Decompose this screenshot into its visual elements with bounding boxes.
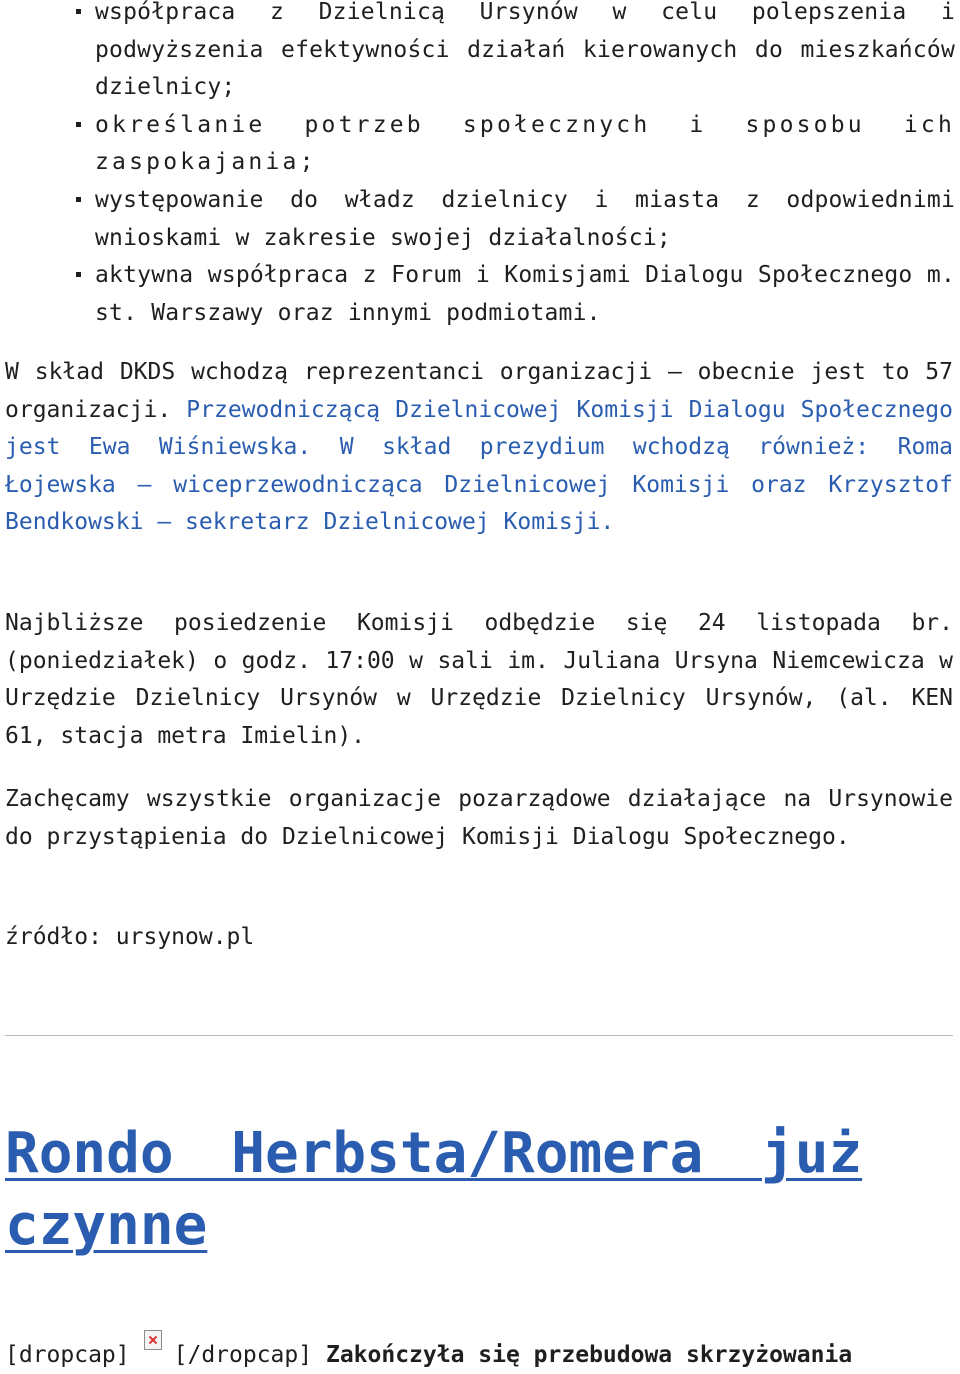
list-item-text: określanie potrzeb społecznych i sposobu ich zaspokajania; — [95, 111, 955, 176]
list-item-text: współpraca z Dzielnicą Ursynów w celu polepszenia i podwyższenia efektywności działań kierowanych do mieszkańców dzielnicy; — [95, 0, 955, 101]
composition-text-a: W skład DKDS wchodzą reprezentanci organizacji – obecnie jest to 57 organizacji. — [5, 359, 953, 423]
next-article-title-link[interactable]: Rondo Herbsta/Romera już czynne — [5, 1121, 863, 1258]
list-item — [0, 257, 955, 332]
composition-text-b: Przewodniczącą Dzielnicowej Komisji Dialogu Społecznego jest Ewa Wiśniewska. — [5, 396, 953, 461]
list-item-text: występowanie do władz dzielnicy i miasta z odpowiednimi wnioskami w zakresie swojej działalności; — [95, 186, 955, 251]
bullet-icon — [76, 197, 81, 202]
source-line: źródło: ursynow.pl — [5, 924, 255, 950]
meeting-paragraph: Najbliższe posiedzenie Komisji odbędzie się 24 listopada br. (poniedziałek) o godz. 17:00 w sali im. Juliana Ursyna Niemcewicza w Urzędzie Dzielnicy Ursynów w Urzędzie Dzielnicy Ursynów, (al. KEN 61, stacja metra Imielin). — [5, 610, 953, 749]
next-article-lead — [5, 1330, 955, 1374]
dropcap-close-tag: [/dropcap] — [173, 1342, 313, 1368]
lead-text: Zakończyła się przebudowa skrzyżowania — [325, 1342, 853, 1368]
bullet-icon — [76, 9, 81, 14]
broken-image-icon — [144, 1330, 162, 1350]
list-item-text: aktywna współpraca z Forum i Komisjami Dialogu Społecznego m. st. Warszawy oraz innymi podmiotami. — [95, 262, 955, 326]
list-item — [0, 107, 955, 182]
dropcap-open-tag: [dropcap] — [5, 1342, 130, 1368]
list-item — [0, 182, 955, 257]
composition-text-c: W skład prezydium wchodzą również: Roma Łojewska – wiceprzewodnicząca Dzielnicowej Komisji oraz Krzysztof Bendkowski – sekretarz Dzielnicowej Komisji. — [5, 434, 953, 536]
activities-list — [0, 0, 955, 332]
invite-paragraph: Zachęcamy wszystkie organizacje pozarządowe działające na Ursynowie do przystąpienia do Dzielnicowej Komisji Dialogu Społecznego. — [5, 786, 953, 850]
bullet-icon — [76, 272, 81, 277]
article-divider — [5, 1035, 953, 1036]
list-item — [0, 0, 955, 107]
composition-paragraph — [5, 354, 953, 542]
bullet-icon — [76, 122, 81, 127]
